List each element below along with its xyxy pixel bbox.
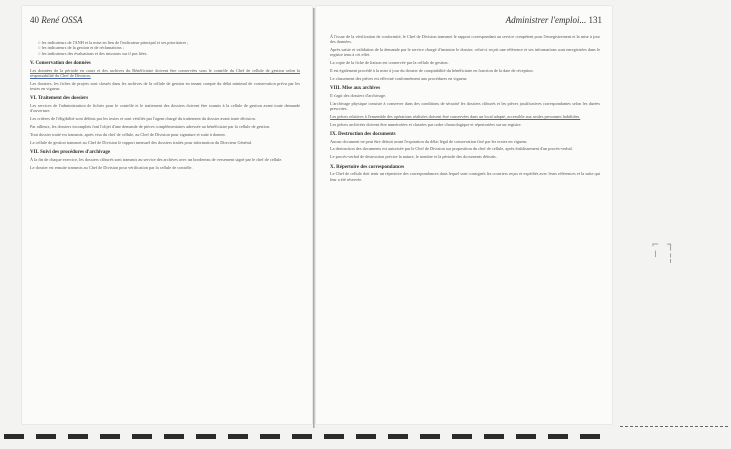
paragraph: À l'issue de la vérification de conformité, le Chef de Division transmet le rapport correspondant au service compétent pour l'enregistrement et la mise à jour des données.: [330, 34, 600, 45]
paragraph-highlighted: Les données de la période en cours et des archives du Bénéficiaire doivent être conservées sous le contrôle du Chef de cellule de gestion selon la responsabilité du Chef de Division.: [30, 67, 300, 78]
scan-dash: [132, 434, 152, 439]
paragraph: L'archivage physique consiste à conserver dans des conditions de sécurité les dossiers clôturés et les pièces justificatives correspondantes selon les durées prescrites.: [330, 100, 600, 111]
section-heading: IX. Destruction des documents: [330, 131, 396, 137]
paragraph: La cellule de gestion transmet au Chef de Division le rapport mensuel des dossiers traités pour information du Directeur Général.: [30, 139, 253, 145]
scan-dotted-line: [620, 426, 728, 430]
left-running-head: [30, 15, 82, 25]
section-heading: VI. Traitement des dossiers: [30, 96, 89, 102]
paragraph: Les dossiers, les fiches de projets sont classés dans les archives de la cellule de gestion en tenant compte du délai minimal de conservation prévu par les textes en vigueur.: [30, 80, 300, 92]
scan-dash: [36, 434, 56, 439]
section-heading: VIII. Mise aux archives: [330, 86, 381, 92]
scan-dash: [548, 434, 568, 439]
scan-dash: [68, 434, 88, 439]
left-body: [30, 40, 300, 172]
bullet-item: ○ les indicateurs de l'ANH et la mise en lieu de l'indicateur principal et ses prioritaires ;: [38, 40, 300, 45]
scan-dash: [580, 434, 600, 439]
paragraph: Le dossier est ensuite transmis au Chef de Division pour vérification par la cellule de contrôle.: [30, 164, 193, 170]
paragraph: Les services de l'administration de fichier pour le contrôle et le traitement des dossiers doivent être soumis à la cellule de gestion avant toute demande d'ouverture.: [30, 103, 300, 114]
section-heading: V. Conservation des données: [30, 60, 91, 66]
scan-dash: [484, 434, 504, 439]
scan-dash: [164, 434, 184, 439]
scan-dash: [516, 434, 536, 439]
left-running-title: René OSSA: [41, 15, 83, 25]
paragraph-highlighted: Les pièces relatives à l'ensemble des opérations réalisées doivent être conservées dans un local adapté, accessible aux seules personnes habilitées.: [330, 113, 581, 119]
scan-border-dashes: [0, 432, 731, 442]
scan-dash: [356, 434, 376, 439]
section-heading: X. Répertoire des correspondances: [330, 164, 405, 170]
left-bullet-list: [30, 40, 300, 56]
scan-dash: [388, 434, 408, 439]
paragraph: Il s'agit des dossiers d'archivage.: [330, 92, 387, 98]
scan-dash: [4, 434, 24, 439]
paragraph: La destruction des documents est autorisée par le Chef de Division sur proposition du chef de cellule, après établissement d'un procès-verbal.: [330, 146, 573, 152]
paragraph: Le procès-verbal de destruction précise la nature, le nombre et la période des documents détruits.: [330, 154, 497, 160]
paragraph: Les critères de l'éligibilité sont définis par les textes et sont vérifiés par l'agent chargé du traitement du dossier avant toute décision.: [30, 116, 256, 122]
paragraph: À la fin de chaque exercice, les dossiers clôturés sont transmis au service des archives avec un bordereau de versement signé par le chef de cellule.: [30, 156, 283, 162]
right-page-number: 131: [588, 15, 602, 25]
paragraph: Par ailleurs, les dossiers incomplets font l'objet d'une demande de pièces complémentaires adressée au bénéficiaire par la cellule de gestion.: [30, 124, 271, 130]
scan-dash: [228, 434, 248, 439]
margin-scan-marks: ⌐ ┐ ╵ ¦: [652, 238, 675, 264]
scan-dash: [196, 434, 216, 439]
bullet-item: ○ les indicateurs des évaluations et des missions sur il pas liées.: [38, 51, 300, 56]
book-gutter: [313, 8, 315, 428]
scan-dash: [324, 434, 344, 439]
paragraph: Tout dossier traité est transmis, après visa du chef de cellule, au Chef de Division pour signature et suite à donner.: [30, 131, 226, 137]
scan-dash: [420, 434, 440, 439]
right-running-title: Administrer l'emploi...: [505, 15, 587, 25]
paragraph: Il est également procédé à la mise à jour du dossier de comptabilité du bénéficiaire en fonction de la date de réception.: [330, 67, 534, 73]
bullet-item: ○ les indicateurs de la gestion et de réclamations ;: [38, 45, 300, 50]
paragraph: Le Chef de cellule doit tenir un répertoire des correspondances dans lequel sont consignés les courriers reçus et expédiés avec leurs références et la suite qui leur a été réservée.: [330, 171, 600, 182]
scan-dash: [452, 434, 472, 439]
paragraph: Aucun document ne peut être détruit avant l'expiration du délai légal de conservation fixé par les textes en vigueur.: [330, 138, 528, 144]
right-running-head: [506, 15, 602, 25]
scan-dash: [100, 434, 120, 439]
right-page: [316, 6, 612, 424]
section-heading: VII. Suivi des procédures d'archivage: [30, 149, 111, 155]
scan-dash: [260, 434, 280, 439]
left-page-number: 40: [30, 15, 39, 25]
left-page: [22, 6, 312, 424]
right-body: [330, 34, 600, 184]
paragraph: Les pièces archivées doivent être numérotées et classées par ordre chronologique et répertoriées sur un registre.: [330, 121, 522, 127]
paragraph: La copie de la fiche de liaison est conservée par la cellule de gestion.: [330, 60, 449, 66]
paragraph: Le classement des pièces est effectué conformément aux procédures en vigueur.: [330, 75, 468, 81]
paragraph: Après saisie et validation de la demande par le service chargé d'instruire le dossier, celui-ci reçoit une référence et ses informations sont enregistrées dans le registre tenu à cet effet.: [330, 47, 600, 58]
scan-dash: [292, 434, 312, 439]
